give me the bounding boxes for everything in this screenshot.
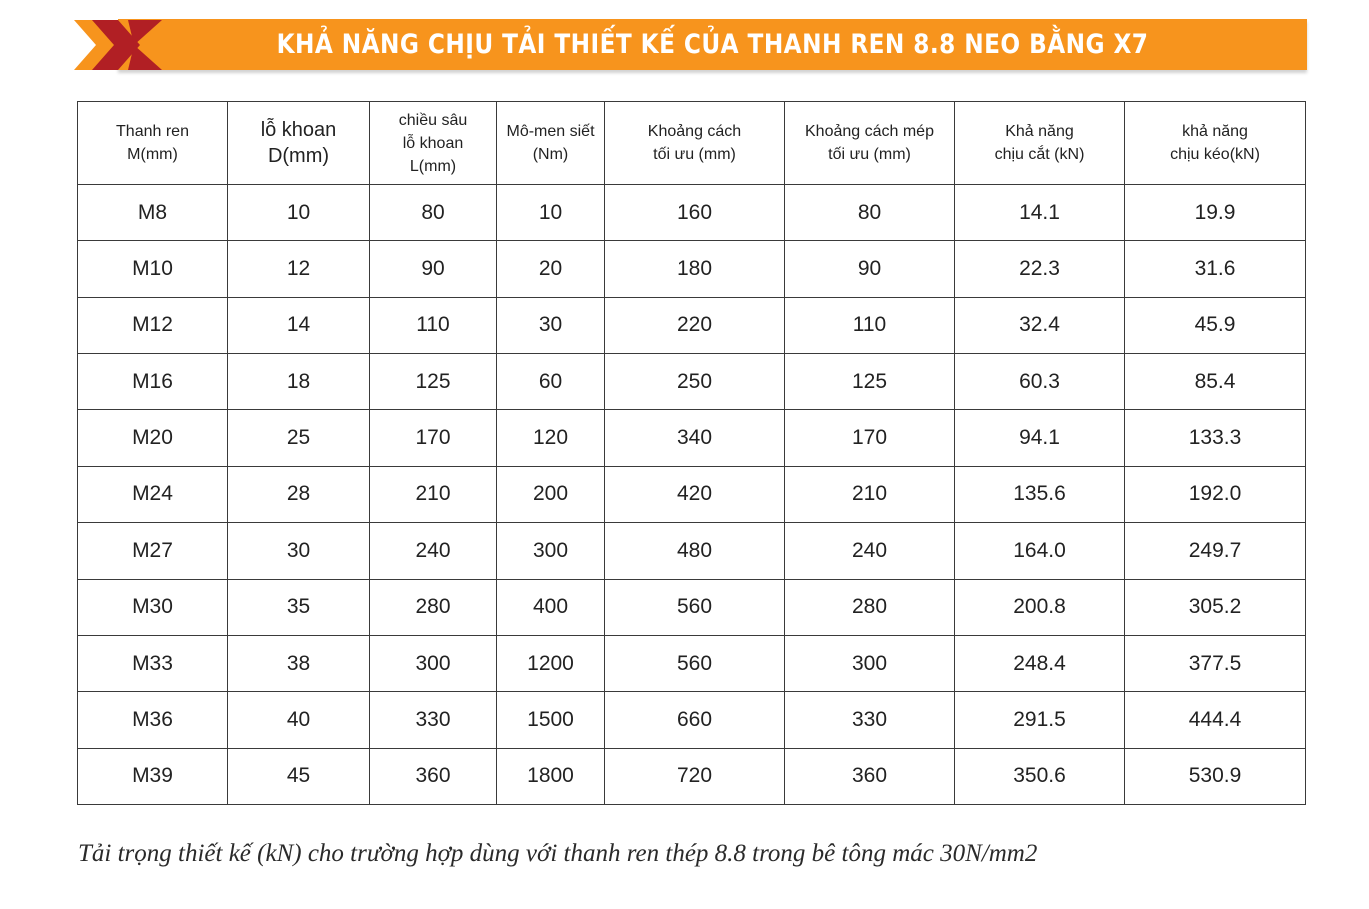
table-cell: 18 [228,354,370,410]
table-cell: 35 [228,579,370,635]
table-cell: 250 [605,354,785,410]
table-cell: 280 [370,579,497,635]
table-cell: 14.1 [955,185,1125,241]
table-cell: 720 [605,748,785,804]
table-caption: Tải trọng thiết kế (kN) cho trường hợp dùng với thanh ren thép 8.8 trong bê tông mác 30N/mm2 [78,840,1038,867]
table-cell: 135.6 [955,466,1125,522]
table-cell: 291.5 [955,692,1125,748]
table-cell: M8 [78,185,228,241]
table-cell: 32.4 [955,297,1125,353]
table-cell: 160 [605,185,785,241]
table-row [78,579,1306,635]
table-cell: 28 [228,466,370,522]
table-cell: 360 [785,748,955,804]
table-cell: 300 [497,523,605,579]
table-cell: 330 [370,692,497,748]
table-cell: 360 [370,748,497,804]
table-cell: 1500 [497,692,605,748]
table-row [78,185,1306,241]
table-cell: 180 [605,241,785,297]
table-cell: 210 [785,466,955,522]
table-row [78,354,1306,410]
table-cell: M27 [78,523,228,579]
table-cell: 45 [228,748,370,804]
table-cell: 210 [370,466,497,522]
table-header-row [78,102,1306,185]
table-cell: 38 [228,635,370,691]
table-row [78,466,1306,522]
table-cell: 340 [605,410,785,466]
table-cell: 90 [370,241,497,297]
table-cell: 1200 [497,635,605,691]
table-cell: 444.4 [1125,692,1306,748]
table-cell: M20 [78,410,228,466]
table-cell: 377.5 [1125,635,1306,691]
table-cell: 110 [370,297,497,353]
table-cell: M12 [78,297,228,353]
page-title: KHẢ NĂNG CHỊU TẢI THIẾT KẾ CỦA THANH REN 8.8 NEO BẰNG X7 [276,29,1149,60]
table-cell: 25 [228,410,370,466]
table-cell: 1800 [497,748,605,804]
table-cell: M30 [78,579,228,635]
table-cell: 350.6 [955,748,1125,804]
table-cell: 125 [785,354,955,410]
header-thanh-ren: Thanh ren M(mm) [78,102,228,185]
table-cell: 45.9 [1125,297,1306,353]
table-cell: 30 [228,523,370,579]
table-cell: M10 [78,241,228,297]
table-cell: 31.6 [1125,241,1306,297]
table-cell: 80 [785,185,955,241]
table-cell: 30 [497,297,605,353]
table-cell: M16 [78,354,228,410]
table-cell: 300 [370,635,497,691]
table-row [78,523,1306,579]
table-cell: 120 [497,410,605,466]
table-cell: 192.0 [1125,466,1306,522]
header-mo-men-siet: Mô-men siết (Nm) [497,102,605,185]
header-khoang-cach-mep: Khoảng cách mép tối ưu (mm) [785,102,955,185]
table-cell: 480 [605,523,785,579]
table-cell: 90 [785,241,955,297]
table-cell: 420 [605,466,785,522]
load-capacity-table [77,101,1306,805]
header-chiu-cat: Khả năng chịu cắt (kN) [955,102,1125,185]
table-cell: 40 [228,692,370,748]
table-cell: 400 [497,579,605,635]
table-cell: 240 [785,523,955,579]
table-cell: 248.4 [955,635,1125,691]
table-cell: 133.3 [1125,410,1306,466]
table-cell: 660 [605,692,785,748]
table-cell: 19.9 [1125,185,1306,241]
header-chieu-sau: chiều sâu lỗ khoan L(mm) [370,102,497,185]
table-cell: 110 [785,297,955,353]
table-cell: M39 [78,748,228,804]
table-row [78,410,1306,466]
table-cell: 305.2 [1125,579,1306,635]
table-row [78,692,1306,748]
table-cell: 200.8 [955,579,1125,635]
header-chiu-keo: khả năng chịu kéo(kN) [1125,102,1306,185]
table-row [78,297,1306,353]
table-cell: 164.0 [955,523,1125,579]
table-cell: 200 [497,466,605,522]
table-cell: 80 [370,185,497,241]
table-cell: 330 [785,692,955,748]
table-cell: M36 [78,692,228,748]
table-cell: 125 [370,354,497,410]
table-cell: 94.1 [955,410,1125,466]
table-cell: 240 [370,523,497,579]
header-lo-khoan: lỗ khoan D(mm) [228,102,370,185]
table-row [78,635,1306,691]
table-cell: M33 [78,635,228,691]
table-cell: 300 [785,635,955,691]
table-cell: 14 [228,297,370,353]
table-cell: 249.7 [1125,523,1306,579]
table-cell: 170 [370,410,497,466]
table-cell: 10 [228,185,370,241]
table-cell: 22.3 [955,241,1125,297]
table-cell: M24 [78,466,228,522]
table-cell: 170 [785,410,955,466]
table-cell: 85.4 [1125,354,1306,410]
table-cell: 60 [497,354,605,410]
table-cell: 10 [497,185,605,241]
header-khoang-cach: Khoảng cách tối ưu (mm) [605,102,785,185]
table-cell: 20 [497,241,605,297]
table-cell: 560 [605,579,785,635]
x-logo-icon [70,16,170,74]
table-cell: 280 [785,579,955,635]
table-cell: 530.9 [1125,748,1306,804]
title-banner [118,19,1307,70]
table-cell: 12 [228,241,370,297]
table-cell: 220 [605,297,785,353]
table-cell: 60.3 [955,354,1125,410]
table-cell: 560 [605,635,785,691]
table-row [78,241,1306,297]
table-row [78,748,1306,804]
